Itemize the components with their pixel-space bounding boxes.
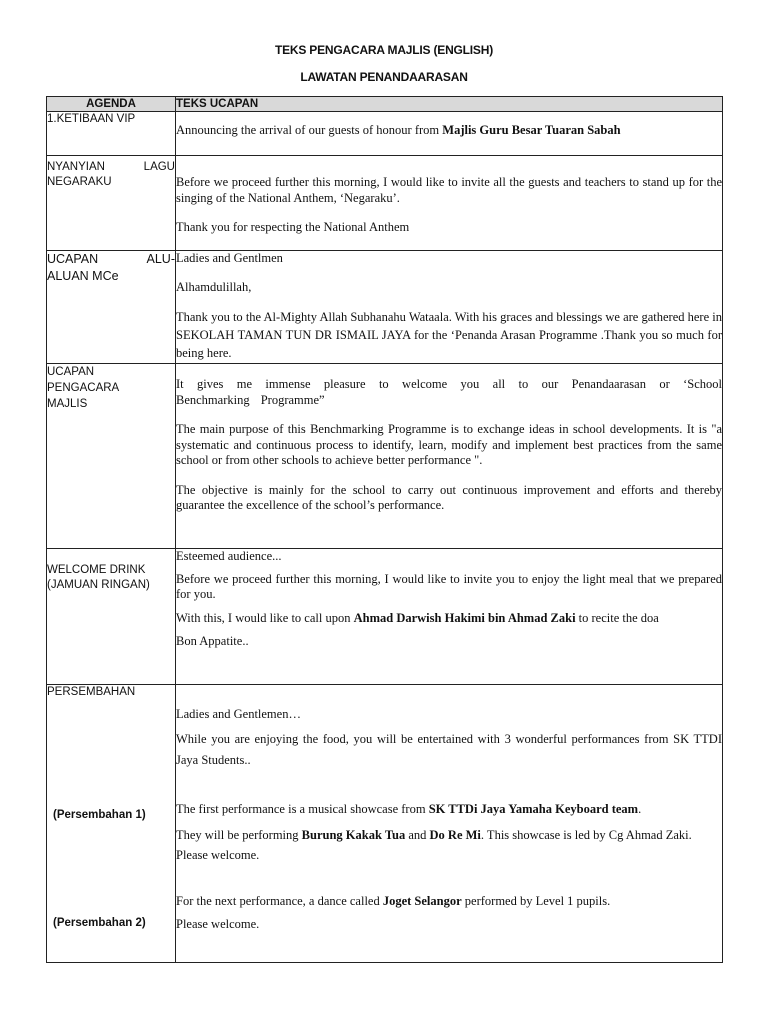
document-title: TEKS PENGACARA MAJLIS (ENGLISH)	[274, 43, 494, 57]
speech-paragraph: The objective is mainly for the school to carry out continuous improvement and efforts and thereby guarantee the excellence of the school’s performance.	[176, 482, 722, 512]
speech-cell	[176, 685, 723, 963]
agenda-cell	[47, 549, 176, 685]
agenda-label: 1.KETIBAAN VIP	[47, 113, 136, 125]
speech-paragraph: Bon Appatite..	[176, 634, 249, 648]
speech-paragraph: Alhamdulillah,	[176, 279, 252, 294]
speech-paragraph: Before we proceed further this morning, I would like to invite all the guests and teachers to stand up for the singing of the National Anthem, ‘Negaraku’.	[176, 175, 722, 205]
header-teks-ucapan: TEKS UCAPAN	[176, 97, 723, 112]
agenda-label-line: NYANYIAN LAGU	[47, 161, 175, 173]
speech-paragraph: Ladies and Gentlemen…	[176, 707, 301, 721]
speech-paragraph: The first performance is a musical showcase from SK TTDi Jaya Yamaha Keyboard team.	[176, 801, 642, 816]
header-agenda: AGENDA	[47, 97, 176, 112]
agenda-label-line: WELCOME DRINK	[47, 564, 146, 576]
speech-paragraph: Esteemed audience...	[176, 549, 282, 563]
agenda-label-line: MAJLIS	[47, 398, 88, 410]
agenda-cell	[47, 685, 176, 963]
speech-cell	[176, 156, 723, 251]
speech-paragraph: The main purpose of this Benchmarking Programme is to exchange ideas in school developments. It is "a systematic and continuous process to identify, learn, modify and implement best practices from the same school or from other schools to achieve better performance ".	[176, 422, 722, 467]
document-subtitle: LAWATAN PENANDAARASAN	[300, 70, 468, 84]
table-row	[47, 685, 723, 963]
speech-paragraph: For the next performance, a dance called Joget Selangor performed by Level 1 pupils.	[176, 893, 611, 908]
agenda-cell	[47, 364, 176, 549]
speech-cell	[176, 364, 723, 549]
speech-cell	[176, 549, 723, 685]
speech-paragraph: While you are enjoying the food, you will be entertained with 3 wonderful performances from SK TTDI Jaya Students..	[176, 731, 722, 767]
agenda-label: PERSEMBAHAN	[47, 686, 136, 698]
agenda-cell	[47, 156, 176, 251]
speech-paragraph: Before we proceed further this morning, I would like to invite you to enjoy the light meal that we prepared for you.	[176, 571, 722, 601]
agenda-label-line: UCAPAN	[47, 366, 95, 378]
table-row	[47, 112, 723, 156]
agenda-performance-1: (Persembahan 1)	[53, 809, 146, 821]
table-header-row	[47, 97, 723, 112]
speech-paragraph: With this, I would like to call upon Ahmad Darwish Hakimi bin Ahmad Zaki to recite the doa	[176, 610, 659, 625]
table-row	[47, 156, 723, 251]
speech-cell	[176, 112, 723, 156]
speech-paragraph: Ladies and Gentlmen	[176, 251, 283, 265]
agenda-label-line: UCAPAN ALU-	[47, 252, 175, 266]
agenda-label-line: NEGARAKU	[47, 176, 112, 188]
agenda-label-line: (JAMUAN RINGAN)	[47, 579, 150, 591]
agenda-cell	[47, 112, 176, 156]
speech-paragraph: Thank you for respecting the National Anthem	[176, 220, 410, 234]
speech-paragraph: It gives me immense pleasure to welcome you all to our Penandaarasan or ‘School Benchmarking Programme”	[176, 377, 722, 407]
table-row	[47, 364, 723, 549]
speech-paragraph: They will be performing Burung Kakak Tua and Do Re Mi. This showcase is led by Cg Ahmad Zaki.	[176, 828, 692, 842]
agenda-cell	[47, 251, 176, 364]
speech-paragraph: Please welcome.	[176, 848, 260, 862]
speech-paragraph: Please welcome.	[176, 917, 260, 931]
table-row	[47, 549, 723, 685]
speech-paragraph: Thank you to the Al-Mighty Allah Subhanahu Wataala. With his graces and blessings we are gathered here in SEKOLAH TAMAN TUN DR ISMAIL JAYA for the ‘Penanda Arasan Programme .Thank you so much for being here.	[176, 310, 722, 360]
speech-cell	[176, 251, 723, 364]
agenda-table	[46, 96, 723, 963]
agenda-performance-2: (Persembahan 2)	[53, 917, 146, 929]
speech-paragraph: Announcing the arrival of our guests of honour from Majlis Guru Besar Tuaran Sabah	[176, 123, 621, 137]
agenda-label-line: PENGACARA	[47, 382, 120, 394]
table-row	[47, 251, 723, 364]
agenda-label-line: ALUAN MCe	[47, 269, 119, 283]
